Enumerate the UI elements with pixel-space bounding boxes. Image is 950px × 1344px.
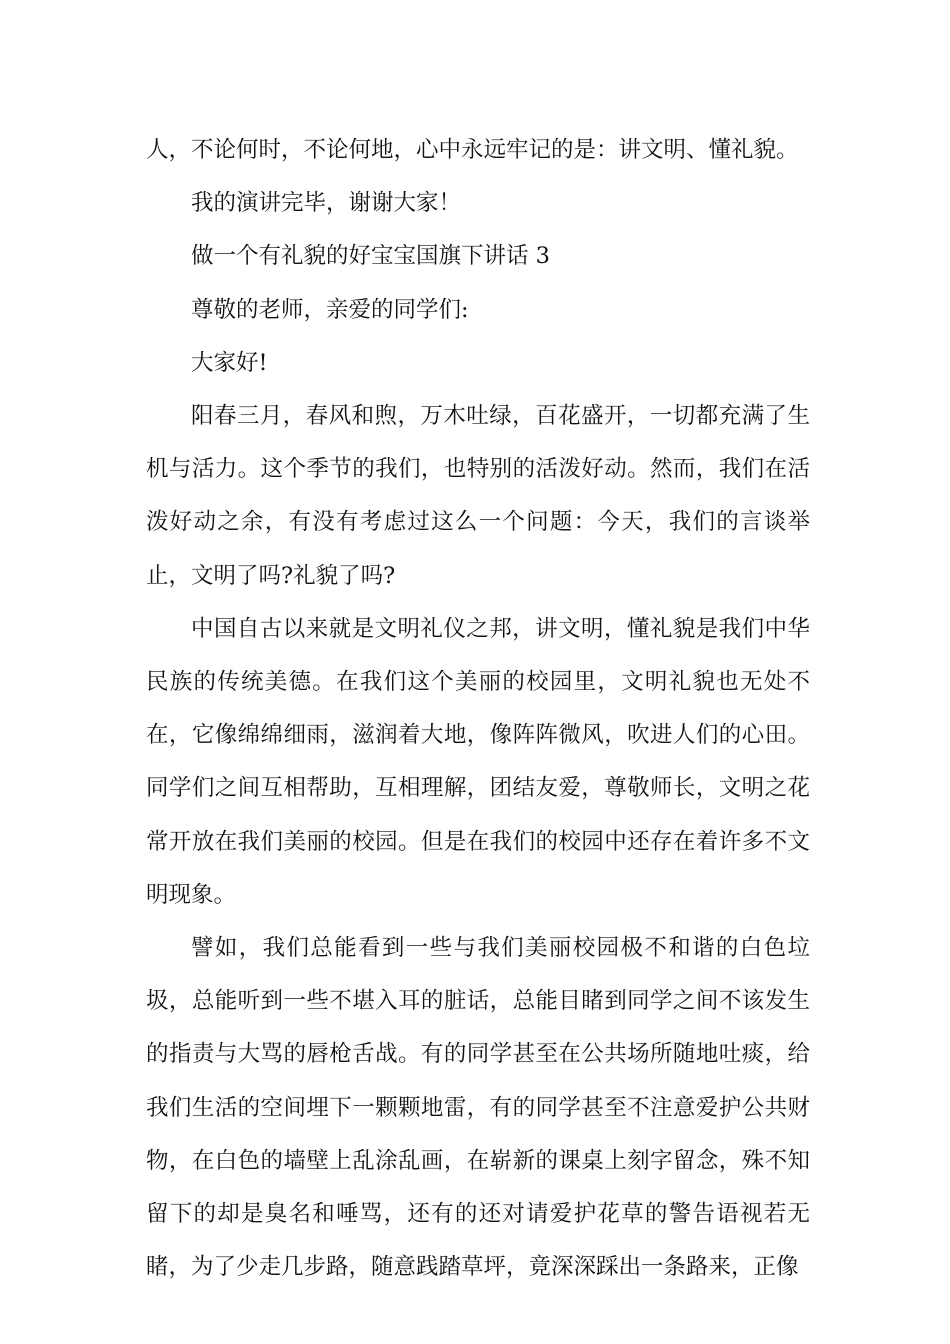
- paragraph-closing: 我的演讲完毕，谢谢大家！: [191, 190, 462, 217]
- paragraph-examples: 譬如，我们总能看到一些与我们美丽校园极不和谐的白色垃圾，总能听到一些不堪入耳的脏话，总能目睹到同学之间不该发生的指责与大骂的唇枪舌战。有的同学甚至在公共场所随地吐痰，给我们生活的空间埋下一颗颗地雷，有的同学甚至不注意爱护公共财物，在白色的墙壁上乱涂乱画，在崭新的课桌上刻字留念，殊不知留下的却是臭名和唾骂，还有的还对请爱护花草的警告语视若无睹，为了少走几步路，随意践踏草坪，竟深深踩出一条路来，正像: [146, 935, 810, 1281]
- paragraph-china-civility: 中国自古以来就是文明礼仪之邦，讲文明，懂礼貌是我们中华民族的传统美德。在我们这个美丽的校园里，文明礼貌也无处不在，它像绵绵细雨，滋润着大地，像阵阵微风，吹进人们的心田。同学们之间互相帮助，互相理解，团结友爱，尊敬师长，文明之花常开放在我们美丽的校园。但是在我们的校园中还存在着许多不文明现象。: [146, 615, 810, 908]
- greeting: 大家好!: [191, 349, 268, 376]
- section-title: 做一个有礼貌的好宝宝国旗下讲话 3: [191, 243, 550, 270]
- paragraph-continuation: 人，不论何时，不论何地，心中永远牢记的是：讲文明、懂礼貌。: [146, 137, 799, 163]
- salutation: 尊敬的老师，亲爱的同学们:: [191, 296, 469, 323]
- document-body: [146, 124, 810, 1294]
- paragraph-spring: 阳春三月，春风和煦，万木吐绿，百花盛开，一切都充满了生机与活力。这个季节的我们，也特别的活泼好动。然而，我们在活泼好动之余，有没有考虑过这么一个问题：今天，我们的言谈举止，文明了吗?礼貌了吗?: [146, 403, 810, 589]
